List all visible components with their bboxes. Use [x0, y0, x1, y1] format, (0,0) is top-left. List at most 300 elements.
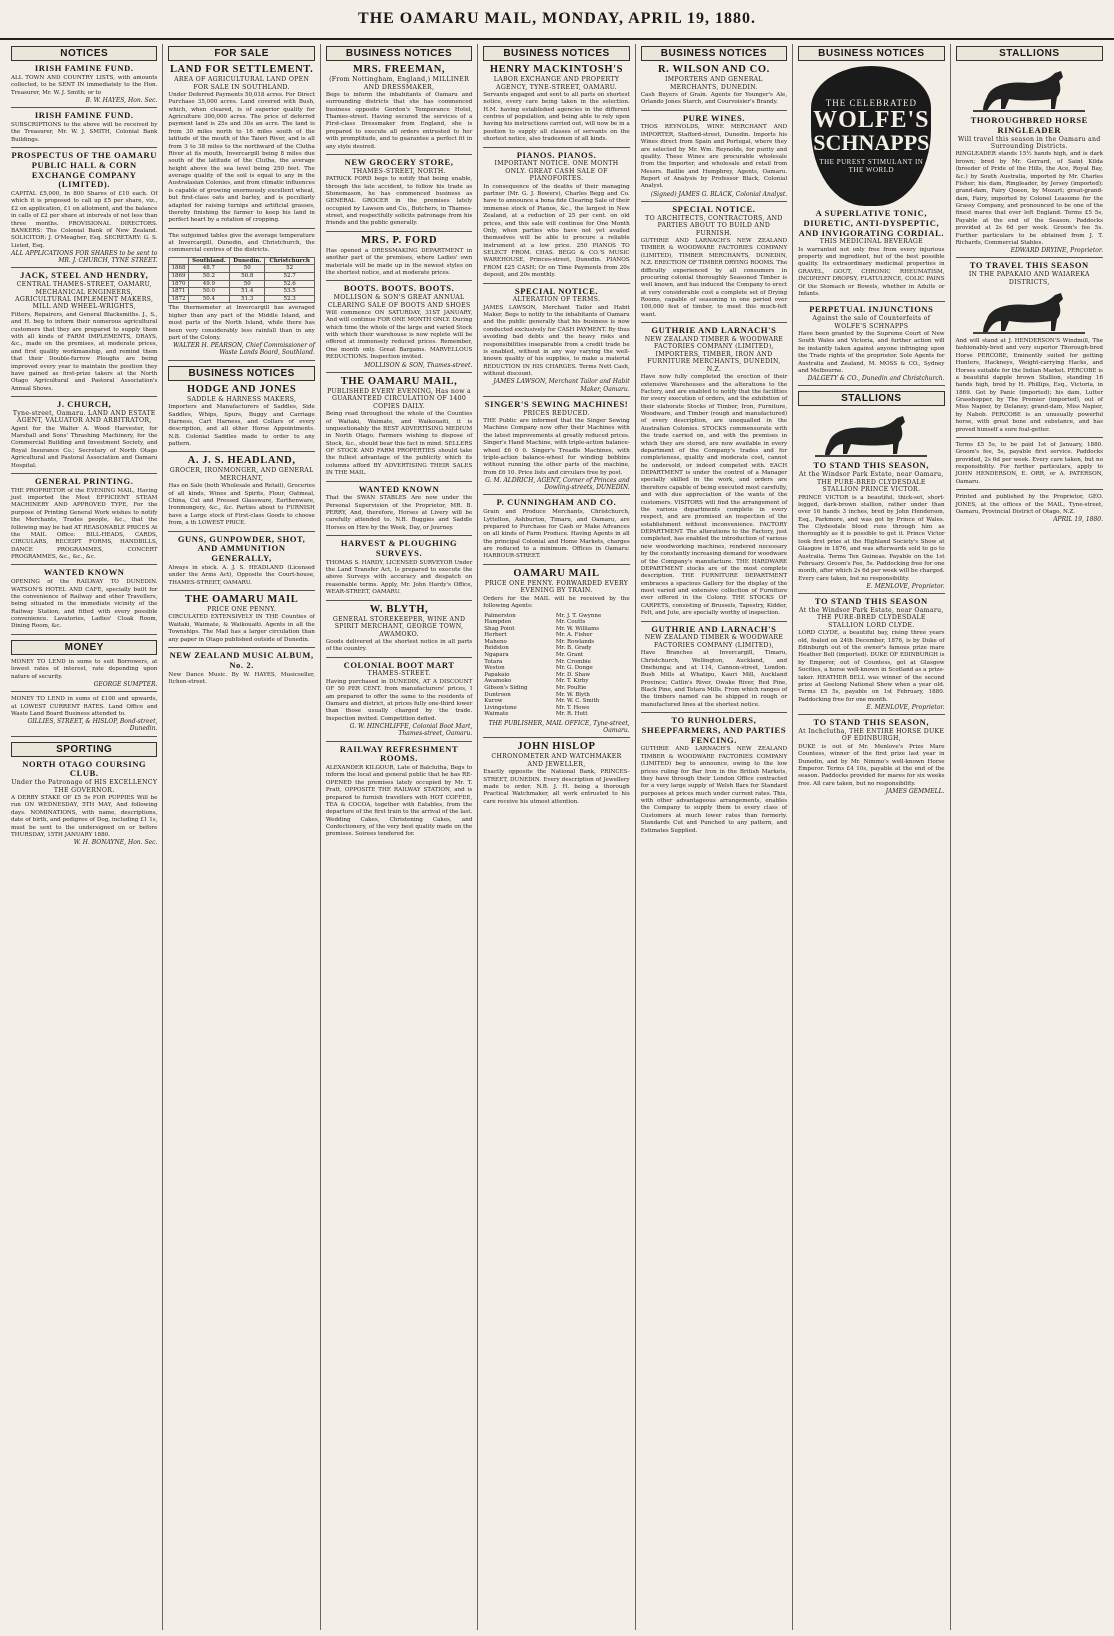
ad-oamaru-mail-published — [326, 376, 472, 482]
ad-heading: A SUPERLATIVE TONIC, DIURETIC, ANTI-DYSPEPTIC, AND INVIGORATING CORDIAL. — [798, 208, 945, 238]
ad-cunningham — [483, 498, 629, 564]
ad-percobe-terms — [956, 441, 1103, 490]
ad-heading: GUTHRIE AND LARNACH'S — [651, 623, 777, 634]
ad-mrs-freeman — [326, 64, 472, 155]
ad-text: Fitters, Repairers, and General Blacksmiths. J., S., and H. beg to inform their numerous agricultural customers that they are prepared to supply them with all kinds of FARM IMPLEMENTS, DRAYS, &c., made on the premises, at moderate prices, and first quality workmanship, and remind them that their Double-furrow Ploughs are being improved every year to maintain the position they have gained as first-prize takers at the North Otago Agricultural and Pastoral Association's Annual Shows. — [11, 311, 158, 392]
section-heading: BUSINESS NOTICES — [483, 46, 629, 61]
ad-lord-clyde — [798, 597, 944, 715]
table-row — [483, 659, 629, 666]
ad-text: And will stand at J. HENDERSON'S Windmill, The fashionably-bred and very superior Thorough-bred Horse PERCOBE, Eminently suited for getting Hunters, Hackneys, Weight-carrying Hacks, and Horses suitable for the Indian Market. PERCOBE is a beautiful dapple brown Stallion, standing 16 hands high, bred by H. Phillips, Esq., Victoria, in 1869. Got by Panic (imported); his dam, Lutter Grasshopper, by The Premier (imported), out of Miss Napier, by Delaney; grand-dam, Miss Napier, by Nabob. PERCOBE is an unusually powerful horse, with great bone and substance, and has proved himself a sure foal-getter. — [955, 338, 1103, 433]
ad-signature: JAMES GEMMELL. — [885, 788, 945, 796]
ad-text: That the SWAN STABLES Are now under the Personal Supervision of the Proprietor, MR. B. PERRY, And, therefore, Horses at Livery will be carefully attended to. N.B. Buggies and Saddle Horses on Hire by the Week, Day, or Journey. — [325, 495, 473, 531]
table-row — [483, 711, 629, 718]
ad-prince-victor — [798, 461, 944, 594]
ad-heading: NORTH OTAGO COURSING CLUB. — [22, 758, 147, 779]
imprint-date: APRIL 19, 1880. — [1053, 516, 1103, 524]
ad-singer-machines — [483, 400, 629, 496]
ad-subheading: THAMES-STREET. — [367, 670, 431, 678]
section-heading: MONEY — [11, 640, 157, 655]
column-5 — [636, 44, 793, 1630]
section-heading: NOTICES — [11, 46, 157, 61]
table-cell: Mr. W. Blyth — [555, 691, 590, 698]
ad-subheading: THIS MEDICINAL BEVERAGE — [819, 238, 923, 246]
ad-text: CIRCULATED EXTENSIVELY IN THE Counties of Waitaki, Waimate, & Waikouaiti. Agents in all the Townships. The Mail has a larger circulation than any paper in Otago published outside of Dunedin. — [168, 614, 315, 643]
wolfes-schnapps-logo — [811, 66, 931, 206]
ad-subheading: Against the sale of Counterfeits of WOLFE'S SCHNAPPS — [812, 315, 931, 330]
horse-illustration — [969, 67, 1089, 113]
table-cell: 48.7 — [188, 265, 229, 273]
ad-special-notice-architects — [641, 205, 787, 323]
logo-line: THE CELEBRATED — [825, 98, 917, 108]
printer-imprint: Printed and published by the Proprietor, GEO. JONES, at the offices of the MAIL, Tyne-street, Oamaru, Provincial District of Otago, N.Z. — [955, 494, 1103, 515]
ad-irish-famine-lists — [11, 64, 157, 108]
section-heading: BUSINESS NOTICES — [798, 46, 944, 61]
section-heading: STALLIONS — [798, 391, 944, 406]
ad-text: Exactly opposite the National Bank, PRINCES-STREET, DUNEDIN. Every description of Jewellery made to order. N.B. J. H. being a thorough Practical Watchmaker, all work entrusted to his care receive his utmost attention. — [483, 769, 630, 805]
ad-signature: W. H. BONAYNE, Hon. Sec. — [73, 839, 158, 847]
ad-subheading: PRICE ONE PENNY. FORWARDED EVERY EVENING BY TRAIN. — [484, 579, 629, 595]
ad-text: THE PROPRIETOR of the EVENING MAIL, Having just imported the Most EFFICIENT STEAM MACHINERY AND APPROVED TYPE, For the purpose of Printing General Work wishes to notify the Merchants, Trades people, &c., that the following may be had AT REASONABLE PRICES At the MAIL Office: BILL-HEADS, CARDS, CIRCULARS, RECEIPT FORMS, HANDBILLS, DANCE PROGRAMMES, CONCERT PROGRAMMES, &c., &c., &c. — [11, 487, 158, 561]
table-cell: Herbert — [484, 632, 507, 639]
ad-heading: BOOTS. BOOTS. BOOTS. — [343, 283, 455, 294]
ad-text: LORD CLYDE, a beautiful bay, rising three years old, foaled on 24th December, 1876, is by Duke of Edinburgh out of the owner's famous prize mare Heather Bell (imported). DUKE OF EDINBURGH is by Emperor, out of Countess, got at Glasgow Socities, a horse well-known in Scotland as a prize-taker. HEATHER BELL was winner of the second prize at Geelong National Show when a year old. Terms £5 5s, payable on 1st February, 1880. Paddocking free for one month. — [798, 630, 945, 703]
ad-signature: GILLIES, STREET, & HISLOP, Bond-street, Dunedin. — [27, 718, 158, 733]
table-row — [169, 273, 314, 281]
ad-subheading: At the Windsor Park Estate, near Oamaru, THE PURE-BRED CLYDESDALE STALLION LORD CLYDE. — [799, 606, 944, 629]
ad-heading: TO STAND THIS SEASON — [814, 596, 928, 607]
table-cell: Mr. Grant — [555, 652, 584, 659]
table-cell: Mr. R. Hutt — [555, 711, 588, 718]
ad-heading: LAND FOR SETTLEMENT. — [169, 64, 314, 75]
ad-lawson-terms — [483, 287, 629, 397]
ad-text: Grain and Produce Merchants, Christchurch, Lyttelton, Ashburton, Timaru, and Oamaru, are prepared to Purchase for Cash or Make Advances on all kinds of Farm Produce. Having Agents in all the principal Colonial and Home Markets, charges are reduced to a minimum. Offices in Oamaru: HARBOUR-STREET. — [483, 509, 630, 560]
table-cell: 50 — [230, 265, 265, 273]
ad-swan-stables — [326, 485, 472, 537]
ad-signature: WALTER H. PEARSON, Chief Commissioner of Waste Lands Board, Southland. — [173, 342, 315, 357]
column-2 — [163, 44, 320, 1630]
ad-subheading: NEW ZEALAND TIMBER & WOODWARE FACTORIES COMPANY (LIMITED), — [644, 634, 784, 649]
ad-subheading: CENTRAL THAMES-STREET, OAMARU, MECHANICAL ENGINEERS, AGRICULTURAL IMPLEMENT MAKERS, MILL AND WHEEL-WRIGHTS, — [15, 281, 154, 311]
ad-subheading: THAMES-STREET, NORTH. — [352, 167, 446, 175]
ad-heading: HODGE AND JONES — [186, 383, 297, 395]
ad-general-printing — [11, 477, 157, 566]
ad-heading: WANTED KNOWN — [43, 567, 125, 578]
table-cell: 1870 — [169, 280, 188, 288]
table-cell: Livingstone — [484, 704, 517, 711]
ad-jack-steel-hendry — [11, 271, 157, 397]
table-cell: Awamoko — [484, 678, 512, 685]
ad-text: ALL TOWN AND COUNTRY LISTS, with amounts collected, to be SENT IN immediately to the Hon. Treasurer, Mr. W. J. Smith; or to — [11, 74, 158, 96]
ad-subheading: Will travel this season in the Oamaru and Surrounding Districts. — [958, 135, 1101, 150]
ad-signature: JAMES LAWSON, Merchant Tailor and Habit Maker, Oamaru. — [493, 378, 630, 393]
ad-colonial-boot-mart — [326, 661, 472, 742]
table-cell: 52 — [265, 265, 314, 273]
ad-text: Being read throughout the whole of the Counties of Waitaki, Waimate, and Waikouaiti, it is unquestionably the BEST ADVERTISING MEDIUM in North Otago. Farmers wishing to dispose of Stock, &c., should bear this fact in mind. SELLERS OF STOCK AND FARM PROPERTIES should take the fullest advantage of the publicity which its columns afford BY ADVERTISING THEIR SALES IN THE MAIL. — [325, 411, 473, 477]
ad-heading: COLONIAL BOOT MART — [343, 659, 455, 670]
ad-heading: MRS. P. FORD — [360, 234, 438, 246]
ad-subheading: TO ARCHITECTS, CONTRACTORS, AND PARTIES ABOUT TO BUILD AND FURNISH. — [645, 214, 783, 237]
table-cell: Mr. W. Williams — [555, 625, 600, 632]
ad-subheading: NEW ZEALAND TIMBER & WOODWARE FACTORIES COMPANY (LIMITED), IMPORTERS, TIMBER, IRON AND FURNITURE MERCHANTS, DUNEDIN, N.Z. — [644, 335, 784, 373]
ad-text: Goods delivered at the shortest notice in all parts of the country. — [325, 638, 473, 653]
ad-text: Agent for the Walter A. Wood Harvester, for Marshall and Sons' Thrashing Machinery, for the Commercial Building and Investment Society, and Royal Insurance Co.; Secretary of North Otago Agricultural and Pastoral Association and Oamaru Hospital. — [11, 425, 158, 469]
table-cell: Mr. W. C. Smith — [555, 698, 600, 705]
ad-heading: PERPETUAL INJUNCTIONS — [809, 304, 934, 315]
table-cell: Mr. Crombie — [555, 658, 591, 665]
table-header-cell: Christchurch — [265, 257, 314, 265]
ad-text: RINGLEADER stands 15½ hands high, and is dark brown; bred by Mr. Gerrard, of Saint Kilda (breeder of Pride of the Hills, the Ace, Royal Bay, &c.) by South Australia, imported by Mr. Charles Fisher; his dam, Ringleader, by Jersey (imported); grand-dam, Fairy Queen, by Mozart; great-grand-dam, Fairy, imported by Colonel Leasome for the Grassy Company, and pronounced to be one of the finest mares that ever left England. Terms £5 5s, Payable at the end of the Season. Paddocks provided at 2s 6d per week. Groom's fee 5s. Further particulars to be obtained from J. T. Richards, Commercial Stables. — [955, 151, 1103, 246]
ad-text: CAPITAL £5,000, In 800 Shares of £10 each. Of which it is proposed to call up £5 per share, viz., £2 on application, £1 on allotment, and the balance in calls of £2 per share at intervals of not less than three months. PROVISIONAL DIRECTORS. BANKERS: The Colonial Bank of New Zealand. SOLICITOR: J. O'Meagher, Esq. SECRETARY: G. S. Listed, Esq. — [11, 191, 158, 249]
ad-coursing-club — [11, 760, 157, 850]
ad-text: THE Public are informed that the Singer Sewing Machine Company now offer their Machines with the latest improvements at greatly reduced prices. Singer's Hand Machine, with triple-action balance-wheel £6 0 0. Singer's Treadle Machines, with triple-action balance-wheel for winding bobbins without running the other parts of the machine, from £6 10. Price lists and circulars free by post. — [483, 418, 630, 476]
column-4 — [478, 44, 635, 1630]
ad-mackintosh-labor — [483, 64, 629, 148]
table-cell: Totara — [484, 658, 503, 665]
newspaper-page — [6, 44, 1108, 1630]
section-heading: STALLIONS — [956, 46, 1103, 61]
table-cell: Reidston — [484, 645, 509, 652]
ad-text: SUBSCRIPTIONS to the above will be received by the Treasurer, Mr. W. J. SMITH, Colonial Bank Buildings. — [11, 121, 158, 143]
ad-signature: G. M. ALDRICH, AGENT, Corner of Princes and Dowling-streets, DUNEDIN. — [485, 477, 630, 492]
horse-icon — [969, 67, 1089, 113]
table-cell: Mr. J. T. Gwynne — [555, 612, 602, 619]
ad-heading: NEW GROCERY STORE, — [344, 156, 454, 167]
ad-hardy-surveyor — [326, 539, 472, 600]
table-row — [483, 632, 629, 639]
ad-guthrie-larnach-2 — [641, 625, 787, 714]
table-cell: Mr. A. Fisher — [555, 632, 593, 639]
table-cell: Waimate — [484, 711, 509, 718]
ad-text: Have now fully completed the erection of their extensive Warehouses and the alterations to the Factory, and are enabled to notify that the facilities for every execution of orders, and the exhibition of their elaborate Stocks of Timber, Iron, Furniture, Woodware, and Timber (rough and manufactured) of every description, are unequalled in the Australian Colonies. STOCKS commensurate with the trade carried on, and with the premises in which they are stored, are now available in every department of the Company's trades and for completeness, quality and moderate cost, cannot be undersold, or indeed competed with. EACH DEPARTMENT is under the control of a Manager specially skilled in the work, and orders are therefore capable of being executed most carefully, and with due appreciation of the wants of the customers. VISITORS will find the arrangement of the various departments complete in every respect, and are promised an inspection of the establishment without inconvenience. FACTORY DEPARTMENT. The alterations to the Factory, just completed, has enabled the introduction of various new woodworking machines, rendered necessary by the constantly increasing demand for woodware of the Company's manufacture. THE HARDWARE DEPARTMENT stocks are of the most complete description. THE FURNITURE DEPARTMENT embraces a spacious Gallery for the display of the most varied and extensive collection of Furniture ever offered in the Colony. THE STOCKS OF CARPETS, consisting of Brussels, Tapestry, Kidder, Felt, and Jute, are specially worthy of inspection. — [640, 374, 788, 617]
table-row — [483, 613, 629, 620]
ad-headland-grocer — [168, 455, 314, 531]
ad-pianos — [483, 151, 629, 284]
ad-heading: WANTED KNOWN — [358, 483, 440, 494]
table-cell: 49.9 — [188, 280, 229, 288]
table-cell: 52.7 — [265, 273, 314, 281]
ad-text: OPENING of the RAILWAY TO DUNEDIN. WATSON'S HOTEL AND CAFE, specially built for the convenience of Railway and other Travellers, being situated in the immediate vicinity of the Railway Station, and fitted with every possible convenience. Lavatories, Ladies' Cloak Room, Dining Room, &c. — [11, 579, 158, 630]
ad-railway-refreshment — [326, 745, 472, 842]
ad-text: PATRICK FORD begs to notify that being unable, through the late accident, to follow his trade as Stonemason, he has commenced business as GENERAL GROCER in the premises lately occupied by Lawson and Co., Butchers, in Thames-street, and respectfully solicits patronage from his friends and the public generally. — [325, 176, 473, 227]
ad-text: Servants engaged and sent to all parts on shortest notice, every care being taken in the selection. H.M. having established agencies in the different centres of population, and being able to rely upon having his instructions carried out, will now be in a position to supply all classes of servants on the shortest notice, also tradesmen of all kinds. — [483, 91, 630, 143]
ad-heading: PIANOS. PIANOS. — [516, 149, 597, 160]
table-cell: Palmerston — [484, 612, 516, 619]
ad-ringleader — [956, 116, 1103, 258]
section-heading: BUSINESS NOTICES — [326, 46, 472, 61]
ad-temperature-table — [168, 232, 314, 361]
table-cell: 50 — [230, 280, 265, 288]
ad-heading: J. CHURCH, — [57, 399, 112, 410]
ad-text: ALEXANDER KILGOUR, Late of Balclutha, Begs to inform the local and general public that he has RE-OPENED the premises lately occupied by Mr. T. Pratt, OPPOSITE THE RAILWAY STATION, and is prepared to furnish travellers with HOT COFFEE, TEA & COCOA, together with Eatables, from the departure of the first train to the arrival of the last. Wedding Cakes, Christening Cakes, and Confectionery, of the very best quality made on the premises. Soirees tendered for. — [325, 765, 473, 838]
ad-oamaru-mail-circulation — [168, 594, 314, 648]
ad-irish-famine-subscriptions — [11, 111, 157, 148]
table-row — [483, 626, 629, 633]
ad-heading: RAILWAY REFRESHMENT ROOMS. — [339, 743, 459, 764]
ad-heading: GENERAL PRINTING. — [34, 475, 134, 486]
temperature-table — [168, 257, 314, 304]
ad-text: Cash Buyers of Grain. Agents for Younger's Ale, Orlando Jones Starch, and Courvoisier's Brandy. — [640, 91, 788, 106]
ad-heading: SINGER'S SEWING MACHINES! — [484, 398, 629, 409]
ad-public-hall-prospectus — [11, 151, 157, 268]
ad-text: Will commence ON SATURDAY, 31ST JANUARY, And will continue FOR ONE MONTH ONLY. During which time the whole of the large and varied Stock with which their warehouse is now replete will be offered at immensely reduced prices. Remember, One month only. Great Bargains. MARVELLOUS REDUCTIONS. Inspection invited. — [325, 309, 473, 361]
ad-heading: R. WILSON AND CO. — [658, 64, 770, 75]
ad-heading: P. CUNNINGHAM AND CO. — [496, 497, 617, 508]
ad-heading: HENRY MACKINTOSH'S — [489, 64, 624, 75]
horse-icon — [969, 289, 1089, 335]
ad-guthrie-larnach-1 — [641, 326, 787, 621]
ad-heading: TO STAND THIS SEASON, — [813, 460, 930, 471]
ad-duke-of-edinburgh — [798, 718, 944, 798]
ad-signature: E. MENLOVE, Proprietor. — [866, 704, 945, 712]
ad-text: Have Branches at Invercargill, Timaru, Christchurch, Wellington, Auckland, and Onehunga; and at 114, Cannon-street, London. Bush Mills at Whatipu, Kauri Mill, Auckland Province; Catlin's River, Owake River, Red Pine, Black Pine, and Totara Mills. From which ranges of the timbers named can be shipped in rough or manufactured lines at the shortest notice. — [640, 650, 788, 708]
ad-heading: JOHN HISLOP — [517, 741, 596, 753]
ad-subheading: PRICES REDUCED. — [523, 409, 590, 417]
ad-signature: GEORGE SUMPTER. — [93, 680, 158, 688]
table-row — [169, 295, 314, 303]
ad-j-church — [11, 400, 157, 474]
table-row — [483, 639, 629, 646]
table-cell: Mr. T. Kirby — [555, 678, 589, 685]
table-cell: Gibson's Siding — [484, 685, 528, 692]
ad-heading: TO TRAVEL THIS SEASON — [969, 260, 1089, 271]
ad-land-for-settlement — [168, 64, 314, 229]
ad-heading: SPECIAL NOTICE. — [672, 204, 756, 215]
ad-text: In consequence of the deaths of their managing partner (Mr. G. J. Bowers), Charles Begg and Co. have to announce a bona fide Clearing Sale of their immense stock of Pianos, &c., the largest in New Zealand, at a reduction of 25 per cent. on old prices, and this sale will continue for One Month Only, when parties who have not yet availed themselves will be able to procure a reliable instrument at a low price. 250 PIANOS TO SELECT FROM. CHAS. BEGG & CO.'S MUSIC WAREHOUSE, Princes-street, Dunedin. PIANOS FROM £25 CASH; Or on Time Payments from 20s deposit, and 20s monthly. — [483, 183, 630, 279]
ad-text: PRINCE VICTOR is a beautiful, thick-set, short-legged, dark-brown stallion, rather under than over 16 hands 3 inches, bred by John Henderson, Esq., Parkmore, and was got by Prince of Wales. The Clydesdale blood runs through him as thoroughly as it is possible to get it. Prince Victor took first prize at the Highland Society's Show at Glasgow in 1876, and was afterwards sold to go to Australia. Terms Ten Guineas. Payable on the 1st February. Groom's Fee, 5s. Paddocking free for one month, after which 2s 6d per week will be charged. Every care taken, but no responsibility. — [798, 494, 945, 582]
ad-text: THOS REYNOLDS, WINE MERCHANT AND IMPORTER, Stafford-street, Dunedin. Imports his Wines direct from Spain and Portugal, where they are selected by Mr. Wm. Reynolds, for purity and quality. These Wines are procurable wholesale from the Importer, and wholesale and retail from Messrs. Baillie and Humphrey, Agents, Oamaru. Report of Analysis by Professor Black, Colonial Analyst. — [640, 124, 788, 190]
table-row — [483, 685, 629, 692]
ad-subheading: Tyne-street, Oamaru. LAND AND ESTATE AGENT, VALUATOR AND ARBITRATOR, — [12, 409, 156, 425]
table-cell: 50.8 — [230, 273, 265, 281]
ad-subheading: MOLLISON & SON'S GREAT ANNUAL CLEARING SALE OF BOOTS AND SHOES — [327, 294, 471, 309]
ad-heading: GUTHRIE AND LARNACH'S — [651, 325, 777, 336]
horse-icon — [811, 412, 931, 458]
column-7 — [951, 44, 1108, 1630]
ad-heading: PURE WINES. — [682, 112, 746, 123]
ad-heading: TO RUNHOLDERS, SHEEPFARMERS, AND PARTIES FENCING. — [641, 715, 787, 745]
table-cell: Mr. Coutts — [555, 619, 586, 626]
ad-text: Terms £5 5s, to be paid 1st of January, 1880. Groom's fee, 5s, payable first service. Paddocks provided, 2s 6d per week. Every care taken, but no responsibility. For further particulars, apply to JOHN HENDERSON, E. ORR, or A. PATERSON, Oamaru. — [955, 441, 1103, 485]
ad-heading: A. J. S. HEADLAND, — [187, 455, 296, 467]
ad-subheading: At Inchclutha, THE ENTIRE HORSE DUKE OF EDINBURGH, — [798, 727, 945, 743]
ad-text: Have been granted by the Supreme Court of New South Wales and Victoria, and further action will be instantly taken against anyone infringing upon the Trade rights of the proprietor. Sole Agents for Australia and Zealand, M. MOSS & CO., Sydney and Melbourne. — [798, 331, 945, 374]
table-cell: Kurow — [484, 698, 503, 705]
column-6 — [793, 44, 950, 1630]
ad-heading: JACK, STEEL AND HENDRY, — [20, 270, 149, 281]
logo-line: THE PUREST STIMULANT IN THE WORLD — [819, 158, 924, 174]
ad-signature: THE PUBLISHER, MAIL OFFICE, Tyne-street, Oamaru. — [488, 720, 630, 735]
section-heading: BUSINESS NOTICES — [168, 366, 314, 381]
ad-heading: THOROUGHBRED HORSE RINGLEADER — [970, 115, 1088, 135]
table-header-row — [169, 257, 314, 265]
ad-text: GUTHRIE AND LARNACH'S NEW ZEALAND TIMBER & WOODWARE FACTORIES COMPANY (LIMITED), TIMBER MERCHANTS, DUNEDIN, N.Z. ERECTION OF TIMBER DRYING ROOMS. The difficulty experienced by all consumers in procuring colonial thoroughly Seasoned Timber is well known, and has induced the Company to erect at very considerable cost a complete set of Drying Rooms, capable of seasoning in one period over 100,000 feet of timber, to meet this much-felt want. — [640, 238, 788, 318]
section-heading: BUSINESS NOTICES — [641, 46, 787, 61]
table-cell: 52.3 — [265, 295, 314, 303]
table-row — [483, 692, 629, 699]
table-cell: 53.5 — [265, 288, 314, 296]
ad-text: Under Deferred Payments 50,018 acres. For Direct Purchase 35,000 acres. Land covered with Bush, which, when cleared, is of superior quality for Agriculture 300,000 acres. The price of deferred payment land is 25s and 30s an acre. The land is from 30 miles north to 16 miles south of the latitude of the mouth of the Taieri River, and is all from 3 to 38 miles to the northward of the Clutha River at its mouth, Invercargill being 8 miles due south of the latitude of the Clutha, the average height above the sea level being 250 feet. The average quality of the soil is equal to any in the Australasian Colonies, and from climatic influences is capable of growing enormously excellent wheat, but first-class oats and barley, and is peculiarly adapted for raising turnips and artificial grasses, thereby finishing the farmer to keep his land in perfect heart by a rotation of cropping. — [168, 91, 315, 224]
ad-signature: EDWARD DRYINE, Proprietor. — [1010, 247, 1103, 255]
ad-subheading: Under the Patronage of HIS EXCELLENCY THE GOVERNOR. — [11, 779, 158, 794]
table-row — [483, 678, 629, 685]
table-cell: 51.3 — [230, 295, 265, 303]
ad-text: Having purchased in DUNEDIN, AT A DISCOUNT OF 50 PER CENT. from manufacturers' prices, I am prepared to offer the same to the residents of Oamaru and district, at prices fully one-third lower than those usually charged by the trade. Inspection invited. Competition defied. — [325, 678, 473, 722]
table-cell: 51.4 — [230, 288, 265, 296]
ad-heading: W. BLYTH, — [369, 603, 429, 615]
table-cell: Mr. D. Shaw — [555, 671, 591, 678]
table-cell: 1869 — [169, 273, 188, 281]
table-cell: Duntroon — [484, 691, 511, 698]
table-cell: 1871 — [169, 288, 188, 296]
ad-subheading: SADDLE & HARNESS MAKERS, — [186, 395, 297, 403]
ad-wilson-co — [641, 64, 787, 111]
ad-guns-gunpowder — [168, 535, 314, 591]
ad-subheading: IN THE PAPAKAIO AND WAIAREKA DISTRICTS, — [968, 271, 1090, 286]
table-cell: Mr. B. Grady — [555, 645, 592, 652]
table-cell: 50.4 — [188, 295, 229, 303]
table-cell: 52.6 — [265, 280, 314, 288]
ad-heading: HARVEST & PLOUGHING SURVEYS. — [340, 538, 458, 558]
ad-signature: MOLLISON & SON, Thames-street. — [364, 361, 473, 369]
ad-heading: MRS. FREEMAN, — [353, 64, 446, 75]
ad-pure-wines — [641, 114, 787, 202]
ad-subheading: GENERAL STOREKEEPER, WINE AND SPIRIT MERCHANT, GEORGE TOWN, AWAMOKO. — [332, 615, 466, 638]
ad-subheading: IMPORTERS AND GENERAL MERCHANTS, DUNEDIN. — [665, 76, 763, 91]
ad-text: Begs to inform the inhabitants of Oamaru and surrounding districts that she has commenced business opposite Gordon's Temperance Hotel, Thames-street. Having secured the services of a First-class Dressmaker from England, she is prepared to execute all orders entrusted to her with promptitude, and to guarantee a perfect fit in any style desired. — [325, 91, 473, 150]
table-header-cell — [169, 257, 188, 265]
ad-subheading: At the Windsor Park Estate, near Oamaru, THE PURE-BRED CLYDESDALE STALLION PRINCE VICTOR. — [799, 471, 944, 494]
ad-text: Has on Sale (both Wholesale and Retail), Groceries of all kinds, Wines and Spirits, Flour, Oatmeal, China, Cut and Pressed Glassware, Earthenware, Ironmongery, &c., &c. Parties about to FURNISH have a Large stock of First-class Goods to choose from, a th LOWEST PRICE. — [168, 483, 315, 527]
table-cell: Maheno — [484, 638, 507, 645]
ad-heading: PROSPECTUS OF THE OAMARU PUBLIC HALL & CORN EXCHANGE COMPANY (LIMITED). — [11, 149, 157, 190]
ad-money-gillies — [11, 695, 157, 737]
ad-john-hislop — [483, 741, 629, 809]
ad-schnapps-tonic — [798, 209, 944, 302]
table-cell: Shag Point — [484, 625, 515, 632]
ad-text: MONEY TO LEND in sums of £100 and upwards, at LOWEST CURRENT RATES. Land Office and Waste Land Board Business attended to. — [11, 696, 158, 717]
ad-heading: IRISH FAMINE FUND. — [34, 110, 134, 121]
ad-signature: ALL APPLICATIONS FOR SHARES to be sent to MR. J. CHURCH, TYNE STREET. — [11, 250, 158, 265]
ad-subheading: PUBLISHED EVERY EVENING, Has now a GUARANTEED CIRCULATION OF 1400 COPIES DAILY. — [327, 387, 472, 410]
ad-signature: B. W. HAYES, Hon. Sec. — [85, 96, 158, 104]
ad-percobe — [956, 261, 1103, 438]
table-row — [483, 619, 629, 626]
table-cell: Mr. Rowlands — [555, 638, 595, 645]
ad-subheading: ALTERATION OF TERMS. — [512, 296, 601, 304]
column-1 — [6, 44, 163, 1630]
ad-heading: THE OAMARU MAIL — [184, 593, 299, 605]
ad-text: GUTHRIE AND LARNACH'S NEW ZEALAND TIMBER & WOODWARE FACTORIES COMPANY (LIMITED) beg to announce, owing to the low prices ruling for Bar Iron in the British Markets, they have through their London Office contracted for a very large supply of Welsh Bars for Standard purposes at prices much under current rates. This, with other advantageous arrangements, enables the Company to supply them to every class of Customers at much lower rates than formerly. Standards Cut and Punched to any pattern, and Estimates Supplied. — [640, 746, 788, 834]
ad-text: Importers and Manufacturers of Saddles, Side Saddles, Whips, Spurs, Buggy and Carriage Harness, Cart Harness, and Collars of every description, and all other Horse Appointments. N.B. Colonial Saddles made to order to any pattern. — [168, 404, 315, 447]
horse-illustration — [969, 289, 1089, 335]
table-cell: 50.2 — [188, 273, 229, 281]
ad-signature: (Signed) JAMES G. BLACK, Colonial Analyst. — [650, 190, 788, 198]
ad-heading: SPECIAL NOTICE. — [514, 285, 599, 296]
table-cell: 1872 — [169, 295, 188, 303]
table-row — [483, 652, 629, 659]
ad-wanted-known-watsons — [11, 568, 157, 634]
table-caption: The subjoined tables give the average temperature at Invercargill, Dunedin, and Christchurch, the commercial centres of the districts. — [168, 232, 315, 254]
ad-grocery-store — [326, 158, 472, 232]
ad-subheading: PRICE ONE PENNY. — [207, 606, 277, 614]
ad-text: Orders for the MAIL will be received by the following Agents: — [483, 595, 630, 610]
table-row — [483, 698, 629, 705]
ad-signature: E. MENLOVE, Proprietor. — [866, 583, 945, 591]
ad-subheading: GROCER, IRONMONGER, AND GENERAL MERCHANT, — [169, 467, 314, 482]
ad-subheading: CHRONOMETER AND WATCHMAKER AND JEWELLER, — [491, 753, 622, 768]
ad-signature: DALGETY & CO., Dunedin and Christchurch. — [807, 375, 945, 383]
ad-subheading: LABOR EXCHANGE AND PROPERTY AGENCY, TYNE-STREET, OAMARU. — [493, 76, 620, 91]
table-row — [483, 665, 629, 672]
ad-oamaru-mail-agents — [483, 568, 629, 739]
ad-subheading: (From Nottingham, England,) MILLINER AND DRESSMAKER, — [329, 76, 470, 91]
ad-text: Has opened a DRESSMAKING DEPARTMENT in another part of the premises, where Ladies' own materials will be made up in the newest styles on the shortest notice, and at moderate prices. — [325, 247, 473, 276]
ad-heading: OAMARU MAIL — [513, 567, 600, 579]
table-header-cell: Southland. — [188, 257, 229, 265]
table-row — [169, 265, 314, 273]
ad-text: The thermometer at Invercargill has averaged higher than any part of the Middle Island, and most parts of the North Island, while there has been very considerably less rainfall than in any part of the Colony. — [168, 305, 315, 341]
ad-heading: THE OAMARU MAIL, — [340, 375, 458, 387]
table-row — [169, 280, 314, 288]
ad-heading: NEW ZEALAND MUSIC ALBUM, No. 2. — [169, 649, 314, 670]
table-cell: Mr. G. Donge — [555, 665, 593, 672]
ad-text: Always in stock. A. J. S. HEADLAND (Licensed under the Arms Act), Opposite the Court-house, THAMES-STREET, OAMARU. — [168, 564, 315, 586]
ad-w-blyth — [326, 604, 472, 658]
ad-music-album — [168, 651, 314, 689]
logo-line: WOLFE'S — [813, 107, 930, 133]
table-row — [169, 288, 314, 296]
agents-table — [483, 613, 629, 719]
table-cell: Ngapara — [484, 652, 509, 659]
table-header-cell: Dunedin. — [230, 257, 265, 265]
logo-line: SCHNAPPS — [813, 130, 930, 155]
ad-text: DUKE is out of Mr. Menlove's Prize Mare Countess, winner of the first prize last year in Dunedin, and by Mr. Nimmo's well-known Horse Emperor. Terms £4 10s, payable at the end of the season. Paddocks provided for mares for six weeks free. All care taken, but no responsibility. — [798, 743, 945, 787]
table-cell: 50.0 — [188, 288, 229, 296]
table-row — [483, 705, 629, 712]
masthead-title: THE OAMARU MAIL, MONDAY, APRIL 19, 1880. — [358, 10, 756, 27]
column-3 — [321, 44, 478, 1630]
ad-heading: GUNS, GUNPOWDER, SHOT, AND AMMUNITION GENERALLY, — [177, 533, 306, 564]
ad-subheading: AREA OF AGRICULTURAL LAND OPEN FOR SALE IN SOUTHLAND. — [174, 76, 310, 91]
table-cell: 1868 — [169, 265, 188, 273]
section-heading: SPORTING — [11, 742, 157, 757]
table-cell: Papakaio — [484, 671, 510, 678]
ad-heading: IRISH FAMINE FUND. — [34, 63, 134, 73]
table-cell: Mr. T. Howe — [555, 704, 590, 711]
ad-text: JAMES LAWSON, Merchant Tailor and Habit Maker, Begs to notify to the inhabitants of Oamaru and the public generally that his business is now conducted exclusively for CASH PAYMENT. By thus avoiding bad debts and the heavy risks and responsibilities inseparable from a credit trade he is enabled, without in any way varying the well-known quality of his supplies, to make a material REDUCTION IN HIS CHARGES. Terms Nett Cash, without discount. — [483, 304, 630, 378]
ad-text: A DERBY STAKE OF £5 5s FOR PUPPIES Will be run ON WEDNESDAY, 5TH MAY, And following days. NOMINATIONS, with name, descriptions, date of birth, and pedigree of Dog, including £1 1s, must be sent to the undersigned on or before THURSDAY, 15TH JANUARY 1880. — [11, 795, 158, 838]
table-cell: Hampden — [484, 619, 512, 626]
ad-text: New Dance Music. By W. HAYES, Musicseller, Itchen-street. — [168, 671, 315, 685]
ad-mollison-boots — [326, 284, 472, 372]
ad-imprint — [956, 493, 1103, 526]
ad-perpetual-injunctions — [798, 305, 944, 386]
table-cell: Mr. Poultie — [555, 685, 587, 692]
ad-hodge-jones — [168, 384, 314, 453]
ad-runholders — [641, 716, 787, 838]
ad-signature: G. W. HINCHLIFFE, Colonial Boot Mart, Thames-street, Oamaru. — [349, 723, 473, 738]
horse-illustration — [811, 412, 931, 458]
section-heading: FOR SALE — [168, 46, 314, 61]
ad-money-sumpter — [11, 658, 157, 692]
ad-text: MONEY TO LEND in sums to suit Borrowers, at lowest rates of interest, rate depending upon nature of security. — [11, 658, 158, 680]
ad-text: Is warranted not only free from every injurious property and ingredient, but of the best possible quality. Its extraordinary medicinal properties in GRAVEL, GOUT, CHRONIC RHEUMATISM, INCIPIENT DROPSY, FLATULENCE, COLIC PAINS Of the Stomach or Bowels, whether in Adults or Infants. — [798, 246, 945, 297]
table-cell: Weston — [484, 665, 505, 672]
ad-heading: TO STAND THIS SEASON, — [813, 717, 930, 728]
table-row — [483, 672, 629, 679]
ad-mrs-ford — [326, 235, 472, 282]
ad-text: THOMAS S. HARDY, LICENSED SURVEYOR Under the Land Transfer Act, Is prepared to execute the above Surveys with accuracy and despatch on reasonable terms. Apply, Mr. John Hardy's Office, WEAR-STREET, OAMARU. — [325, 559, 473, 596]
